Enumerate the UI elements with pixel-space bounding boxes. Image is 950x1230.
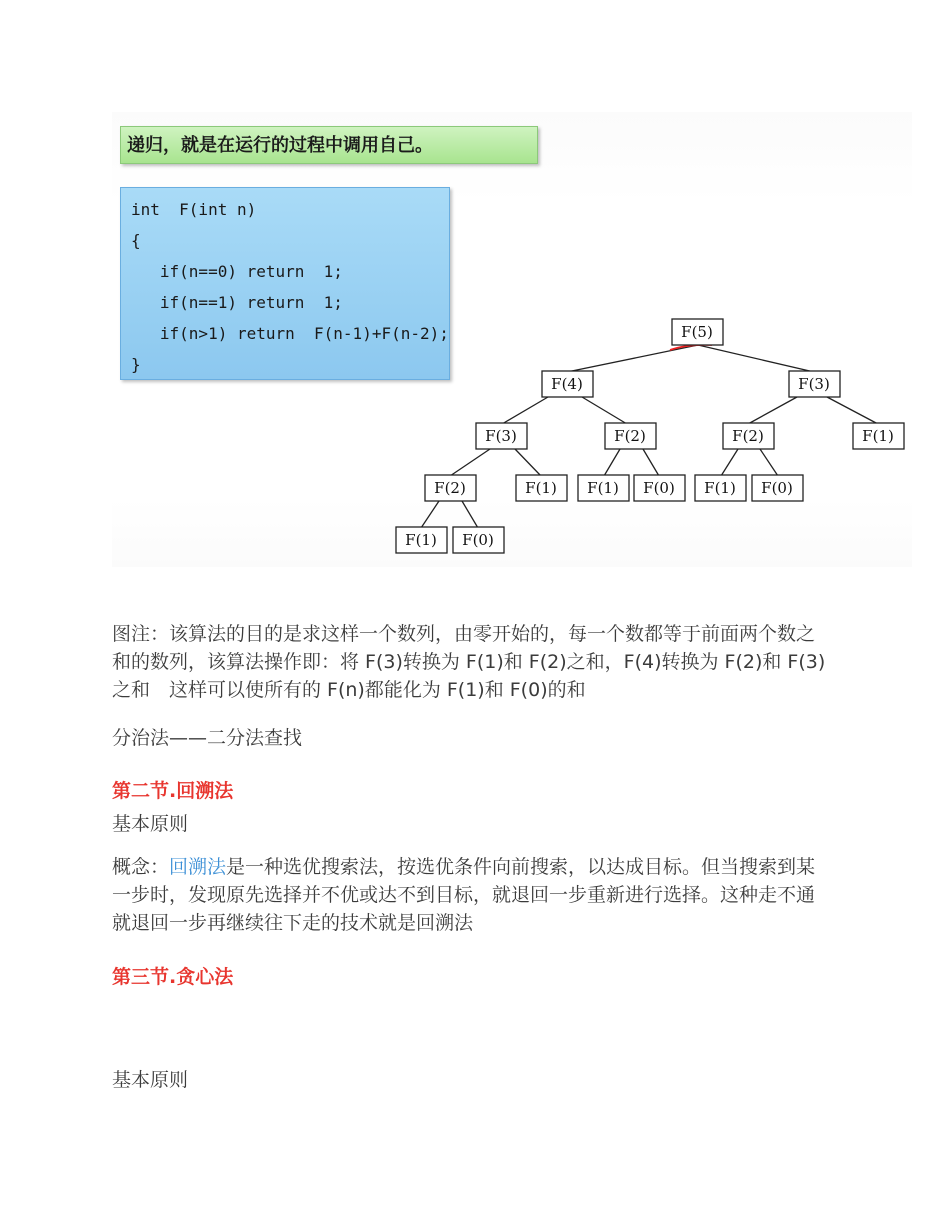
tree-node-f1 xyxy=(516,475,567,501)
tree-node-f3 xyxy=(789,371,840,397)
tree-node-f1 xyxy=(396,527,447,553)
divide-conquer-line: 分治法——二分法查找 xyxy=(112,727,303,749)
recursion-banner: 递归，就是在运行的过程中调用自己。 xyxy=(120,126,538,164)
concept-text: 是一种选优搜索法，按选优条件向前搜索，以达成目标。但当搜索到某一步时，发现原先选择并不优或达不到目标，就退回一步重新进行选择。这种走不通就退回一步再继续往下走的技术就是回溯法 xyxy=(112,856,816,934)
svg-text:F(3): F(3) xyxy=(798,375,830,393)
tree-node-f0 xyxy=(752,475,803,501)
tree-node-f2 xyxy=(425,475,476,501)
tree-node-f0 xyxy=(634,475,685,501)
section-heading-greedy: 第三节.贪心法 xyxy=(112,966,234,988)
backtracking-link[interactable]: 回溯法 xyxy=(169,856,227,878)
code-line: { xyxy=(131,231,141,250)
svg-text:F(1): F(1) xyxy=(525,479,557,497)
concept-prefix: 概念： xyxy=(112,856,170,878)
svg-text:F(2): F(2) xyxy=(732,427,764,445)
figure-caption: 图注：该算法的目的是求这样一个数列，由零开始的，每一个数都等于前面两个数之和的数列，该算法操作即：将 F(3)转换为 F(1)和 F(2)之和，F(4)转换为 F(2)和 F(3)之和 这样可以使所有的 F(n)都能化为 F(1)和 F(0)的和 xyxy=(112,623,826,701)
tree-node-f1 xyxy=(853,423,904,449)
svg-text:F(2): F(2) xyxy=(614,427,646,445)
tree-node-f2 xyxy=(605,423,656,449)
section-subtitle: 基本原则 xyxy=(112,1069,189,1091)
svg-text:F(5): F(5) xyxy=(681,323,713,341)
svg-text:F(1): F(1) xyxy=(405,531,437,549)
tree-node-f3 xyxy=(476,423,527,449)
code-line: if(n==1) return 1; xyxy=(131,293,343,312)
tree-node-f5 xyxy=(672,319,723,345)
tree-node-f2 xyxy=(723,423,774,449)
tree-node-f1 xyxy=(695,475,746,501)
tree-node-f1 xyxy=(578,475,629,501)
fibonacci-recursion-tree xyxy=(112,112,912,567)
section-heading-backtracking: 第二节.回溯法 xyxy=(112,780,234,802)
tree-node-f0 xyxy=(453,527,504,553)
code-line: if(n==0) return 1; xyxy=(131,262,343,281)
tree-node-f4 xyxy=(542,371,593,397)
backtracking-concept xyxy=(112,853,832,937)
code-line: } xyxy=(131,355,141,374)
svg-text:F(2): F(2) xyxy=(434,479,466,497)
svg-text:F(1): F(1) xyxy=(862,427,894,445)
svg-text:F(4): F(4) xyxy=(551,375,583,393)
svg-text:F(0): F(0) xyxy=(643,479,675,497)
svg-text:F(0): F(0) xyxy=(761,479,793,497)
svg-text:F(1): F(1) xyxy=(704,479,736,497)
svg-text:F(3): F(3) xyxy=(485,427,517,445)
svg-text:F(0): F(0) xyxy=(462,531,494,549)
recursion-figure xyxy=(112,112,912,567)
code-line: int F(int n) xyxy=(131,200,257,219)
svg-text:F(1): F(1) xyxy=(587,479,619,497)
code-line: if(n>1) return F(n-1)+F(n-2); xyxy=(131,324,449,343)
section-subtitle: 基本原则 xyxy=(112,813,189,835)
